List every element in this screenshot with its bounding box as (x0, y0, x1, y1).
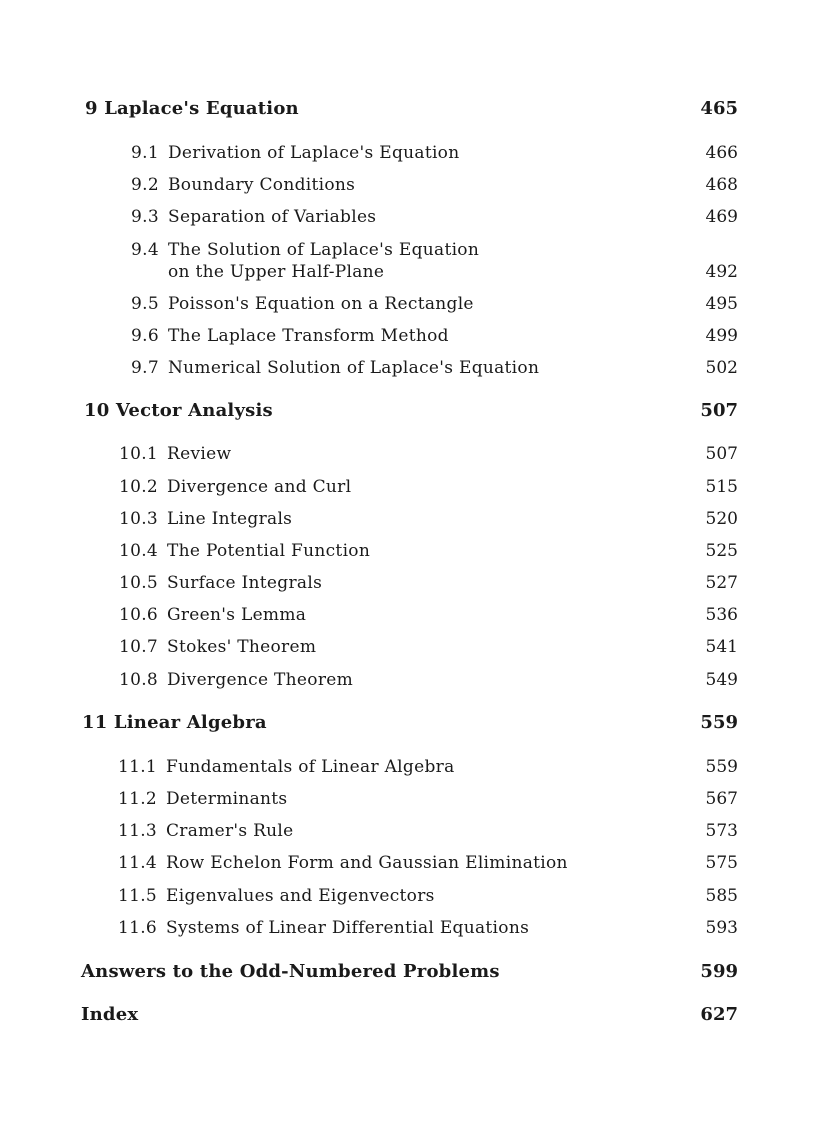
section-number: 11.5 (118, 886, 158, 906)
section-title: Stokes' Theorem (167, 637, 317, 657)
chapter-heading (0, 98, 816, 122)
section-number: 10.3 (119, 509, 159, 529)
section-page: 507 (705, 444, 738, 464)
section-number: 9.2 (131, 175, 159, 195)
section-page: 499 (705, 326, 738, 346)
toc-entry (0, 207, 816, 231)
back-matter-title: Index (81, 1004, 139, 1025)
toc-entry (0, 886, 816, 910)
section-page: 536 (705, 605, 738, 625)
toc-entry (0, 477, 816, 501)
toc-entry (0, 789, 816, 813)
section-title: Fundamentals of Linear Algebra (166, 757, 455, 777)
toc-entry (0, 757, 816, 781)
section-number: 9.5 (131, 294, 159, 314)
section-title: Divergence and Curl (167, 477, 352, 497)
section-title: Systems of Linear Differential Equations (166, 918, 530, 938)
section-page: 575 (705, 853, 738, 873)
back-matter-page: 599 (700, 961, 738, 982)
toc-entry (0, 670, 816, 694)
toc-entry (0, 444, 816, 468)
toc-entry (0, 853, 816, 877)
section-page: 520 (705, 509, 738, 529)
section-number: 9.7 (131, 358, 159, 378)
section-page: 541 (705, 637, 738, 657)
chapter-title: 11 Linear Algebra (82, 712, 267, 733)
chapter-title: 9 Laplace's Equation (85, 98, 299, 119)
section-page: 469 (705, 207, 738, 227)
section-page: 567 (705, 789, 738, 809)
toc-entry (0, 143, 816, 167)
section-title: Surface Integrals (167, 573, 323, 593)
chapter-title: 10 Vector Analysis (84, 400, 273, 421)
section-title: Green's Lemma (167, 605, 307, 625)
toc-entry (0, 637, 816, 661)
section-page: 573 (705, 821, 738, 841)
back-matter-heading (0, 961, 816, 985)
section-page: 492 (705, 262, 738, 282)
section-number: 9.1 (131, 143, 159, 163)
section-page: 515 (705, 477, 738, 497)
section-page: 549 (705, 670, 738, 690)
toc-entry (0, 918, 816, 942)
section-page: 502 (705, 358, 738, 378)
section-title: Determinants (166, 789, 288, 809)
section-title: Derivation of Laplace's Equation (168, 143, 460, 163)
section-title: Divergence Theorem (167, 670, 354, 690)
section-page: 468 (705, 175, 738, 195)
section-number: 9.4 (131, 240, 159, 260)
back-matter-page: 627 (700, 1004, 738, 1025)
section-number: 11.4 (118, 853, 158, 873)
section-number: 10.6 (119, 605, 159, 625)
section-number: 11.2 (118, 789, 158, 809)
section-number: 10.2 (119, 477, 159, 497)
toc-entry (0, 294, 816, 318)
section-title: The Laplace Transform Method (168, 326, 449, 346)
section-title: Line Integrals (167, 509, 293, 529)
section-page: 593 (705, 918, 738, 938)
toc-entry (0, 573, 816, 597)
toc-entry (0, 541, 816, 565)
section-number: 11.1 (118, 757, 158, 777)
toc-entry (0, 175, 816, 199)
section-title: Row Echelon Form and Gaussian Elimination (166, 853, 568, 873)
section-number: 11.3 (118, 821, 158, 841)
section-title: Cramer's Rule (166, 821, 294, 841)
chapter-page: 507 (700, 400, 738, 421)
section-page: 525 (705, 541, 738, 561)
toc-entry-continuation (0, 262, 816, 286)
toc-entry (0, 326, 816, 350)
section-number: 10.7 (119, 637, 159, 657)
section-title: Separation of Variables (168, 207, 377, 227)
chapter-page: 559 (700, 712, 738, 733)
section-number: 10.5 (119, 573, 159, 593)
section-title-continued: on the Upper Half-Plane (168, 262, 385, 282)
section-title: Review (167, 444, 232, 464)
section-title: Poisson's Equation on a Rectangle (168, 294, 474, 314)
toc-entry (0, 509, 816, 533)
section-number: 10.8 (119, 670, 159, 690)
back-matter-heading (0, 1004, 816, 1028)
section-number: 10.1 (119, 444, 159, 464)
section-title: Eigenvalues and Eigenvectors (166, 886, 435, 906)
section-page: 559 (705, 757, 738, 777)
section-number: 9.3 (131, 207, 159, 227)
section-page: 585 (705, 886, 738, 906)
toc-entry (0, 821, 816, 845)
chapter-heading (0, 400, 816, 424)
toc-entry (0, 240, 816, 264)
toc-entry (0, 605, 816, 629)
chapter-heading (0, 712, 816, 736)
back-matter-title: Answers to the Odd-Numbered Problems (81, 961, 500, 982)
section-number: 9.6 (131, 326, 159, 346)
section-title: The Potential Function (167, 541, 371, 561)
section-number: 10.4 (119, 541, 159, 561)
section-page: 466 (705, 143, 738, 163)
chapter-page: 465 (700, 98, 738, 119)
section-number: 11.6 (118, 918, 158, 938)
section-title: Boundary Conditions (168, 175, 356, 195)
toc-entry (0, 358, 816, 382)
section-title: Numerical Solution of Laplace's Equation (168, 358, 540, 378)
section-page: 527 (705, 573, 738, 593)
section-title: The Solution of Laplace's Equation (168, 240, 480, 260)
section-page: 495 (705, 294, 738, 314)
